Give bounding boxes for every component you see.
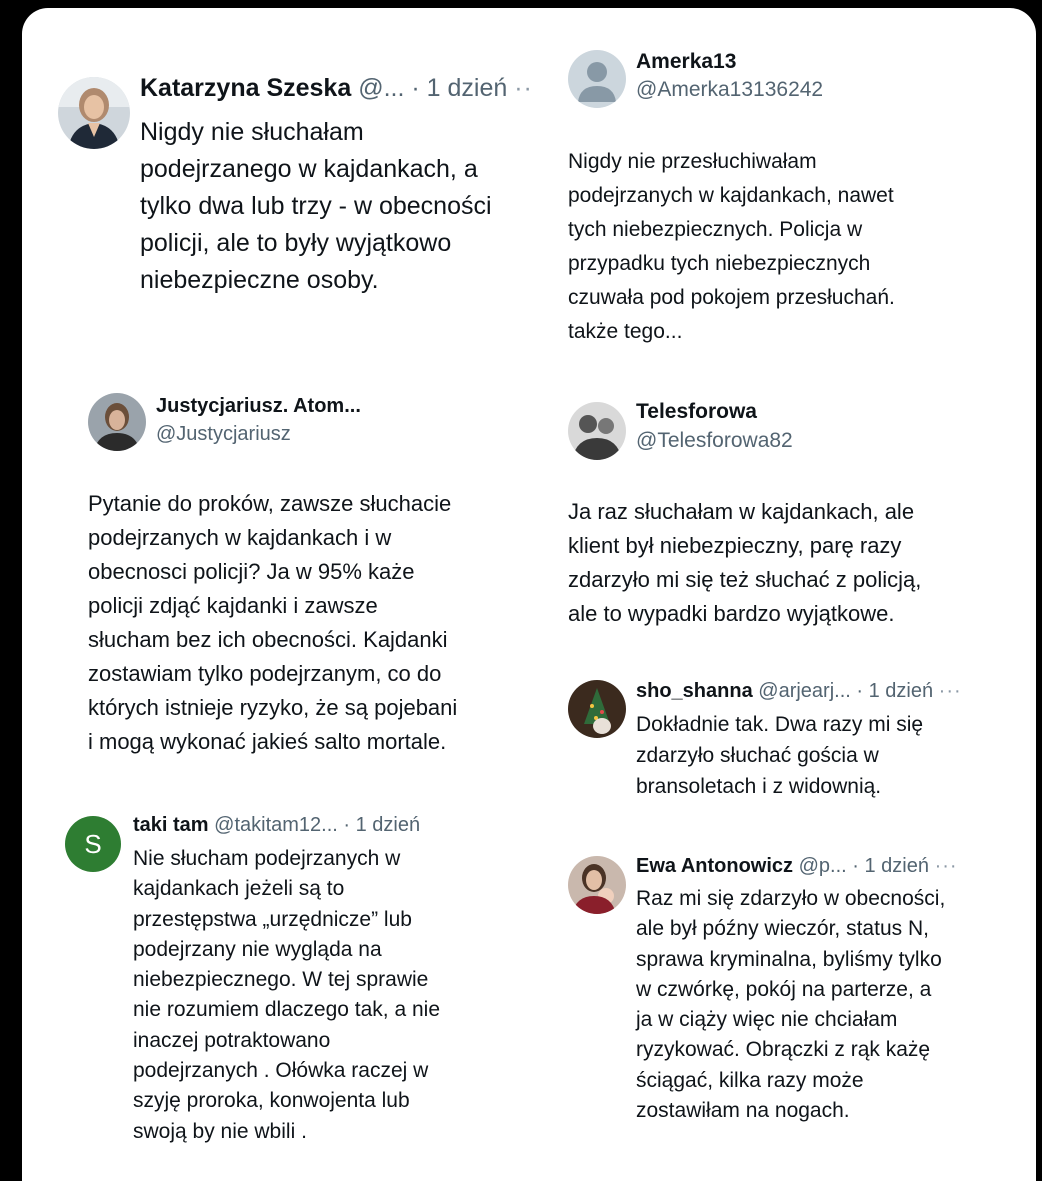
avatar-telesforowa[interactable]: [568, 402, 626, 460]
post-line: szyję proroka, konwojenta lub: [133, 1089, 410, 1113]
post-line: przypadku tych niebezpiecznych: [568, 252, 871, 275]
more-icon[interactable]: ···: [938, 680, 962, 702]
author-name[interactable]: Telesforowa: [636, 400, 757, 423]
post-line: ryzykować. Obrączki z rąk każę: [636, 1038, 931, 1062]
avatar-sho[interactable]: [568, 680, 626, 738]
post-line: sprawa kryminalna, byliśmy tylko: [636, 947, 942, 971]
author-name[interactable]: Amerka13: [636, 50, 737, 73]
post-body: [568, 145, 895, 349]
author-name[interactable]: Justycjariusz. Atom...: [156, 395, 361, 417]
post-line: w czwórkę, pokój na parterze, a: [636, 977, 932, 1001]
post-line: czuwała pod pokojem przesłuchań.: [568, 286, 895, 309]
more-icon[interactable]: ···: [934, 855, 958, 877]
post-time[interactable]: · 1 dzień: [343, 814, 421, 836]
avatar-taki[interactable]: [65, 816, 121, 872]
author-handle[interactable]: @arjearj...: [758, 680, 851, 702]
author-name[interactable]: taki tam: [133, 814, 209, 836]
post-body: [133, 844, 440, 1147]
post-line: bransoletach i z widownią.: [636, 775, 882, 798]
post-line: niebezpiecznego. W tej sprawie: [133, 968, 429, 992]
post-line: inaczej potraktowano: [133, 1028, 331, 1052]
author-name[interactable]: Katarzyna Szeska: [140, 74, 352, 102]
post-line: swoją by nie wbili .: [133, 1119, 307, 1143]
post-body: [636, 709, 923, 802]
post-line: zdarzyło słuchać gościa w: [636, 744, 879, 767]
avatar-justycjariusz[interactable]: [88, 393, 146, 451]
post-body: [568, 495, 921, 631]
post-line: Dokładnie tak. Dwa razy mi się: [636, 713, 924, 736]
author-handle[interactable]: @Telesforowa82: [636, 429, 793, 452]
post-line: ale to wypadki bardzo wyjątkowe.: [568, 601, 895, 626]
more-icon[interactable]: ··: [514, 74, 533, 102]
post-line: Raz mi się zdarzyło w obecności,: [636, 887, 946, 910]
avatar-amerka[interactable]: [568, 50, 626, 108]
post-line: Nie słucham podejrzanych w: [133, 847, 401, 870]
post-line: tylko dwa lub trzy - w obecności: [140, 192, 492, 220]
post-line: zostawiłam na nogach.: [636, 1099, 850, 1123]
post-line: Nigdy nie słuchałam: [140, 118, 364, 146]
post-time[interactable]: · 1 dzień: [852, 855, 929, 877]
post-line: Pytanie do proków, zawsze słuchacie: [88, 491, 452, 516]
post-line: ściągać, kilka razy może: [636, 1068, 864, 1092]
post-line: zostawiam tylko podejrzanym, co do: [88, 661, 442, 686]
post-line: Ja raz słuchałam w kajdankach, ale: [568, 499, 915, 524]
post-line: niebezpieczne osoby.: [140, 266, 379, 294]
post-line: słucham bez ich obecności. Kajdanki: [88, 627, 448, 652]
post-line: podejrzanych w kajdankach i w: [88, 525, 392, 550]
post-line: których istnieje ryzyko, że są pojebani: [88, 695, 458, 720]
post-line: podejrzanych w kajdankach, nawet: [568, 184, 894, 207]
post-line: ale był późny wieczór, status N,: [636, 917, 929, 941]
author-name[interactable]: Ewa Antonowicz: [636, 855, 794, 877]
post-body: [88, 487, 457, 759]
post-line: nie rozumiem dlaczego tak, a nie: [133, 998, 440, 1022]
author-name[interactable]: sho_shanna: [636, 680, 753, 702]
author-handle[interactable]: @...: [358, 74, 405, 102]
post-line: klient był niebezpieczny, parę razy: [568, 533, 902, 558]
post-body: [636, 884, 945, 1126]
post-time[interactable]: · 1 dzień: [856, 680, 934, 702]
author-handle[interactable]: @Amerka13136242: [636, 78, 824, 101]
post-line: policji, ale to były wyjątkowo: [140, 229, 452, 257]
screenshot-card: [22, 8, 1036, 1181]
author-handle[interactable]: @p...: [798, 855, 847, 877]
post-body: [140, 114, 492, 299]
post-line: i mogą wykonać jakieś salto mortale.: [88, 729, 447, 754]
post-line: Nigdy nie przesłuchiwałam: [568, 150, 817, 173]
avatar-katarzyna[interactable]: [58, 77, 130, 149]
avatar-letter: S: [84, 829, 102, 859]
post-line: podejrzany nie wygląda na: [133, 937, 382, 961]
post-line: tych niebezpiecznych. Policja w: [568, 218, 863, 241]
post-line: obecnosci policji? Ja w 95% każe: [88, 559, 415, 584]
post-line: podejrzanych . Ołówka raczej w: [133, 1059, 429, 1083]
author-handle[interactable]: @Justycjariusz: [156, 423, 291, 445]
post-line: kajdankach jeżeli są to: [133, 877, 345, 901]
avatar-ewa[interactable]: [568, 856, 626, 914]
post-time[interactable]: · 1 dzień: [411, 74, 508, 102]
author-handle[interactable]: @takitam12...: [214, 814, 338, 836]
post-line: podejrzanego w kajdankach, a: [140, 155, 478, 183]
post-line: ja w ciąży więc nie chciałam: [636, 1008, 898, 1032]
post-line: przestępstwa „urzędnicze” lub: [133, 907, 412, 931]
post-line: zdarzyło mi się też słuchać z policją,: [568, 567, 922, 592]
post-line: także tego...: [568, 320, 683, 343]
post-line: policji zdjąć kajdanki i zawsze: [88, 593, 378, 618]
